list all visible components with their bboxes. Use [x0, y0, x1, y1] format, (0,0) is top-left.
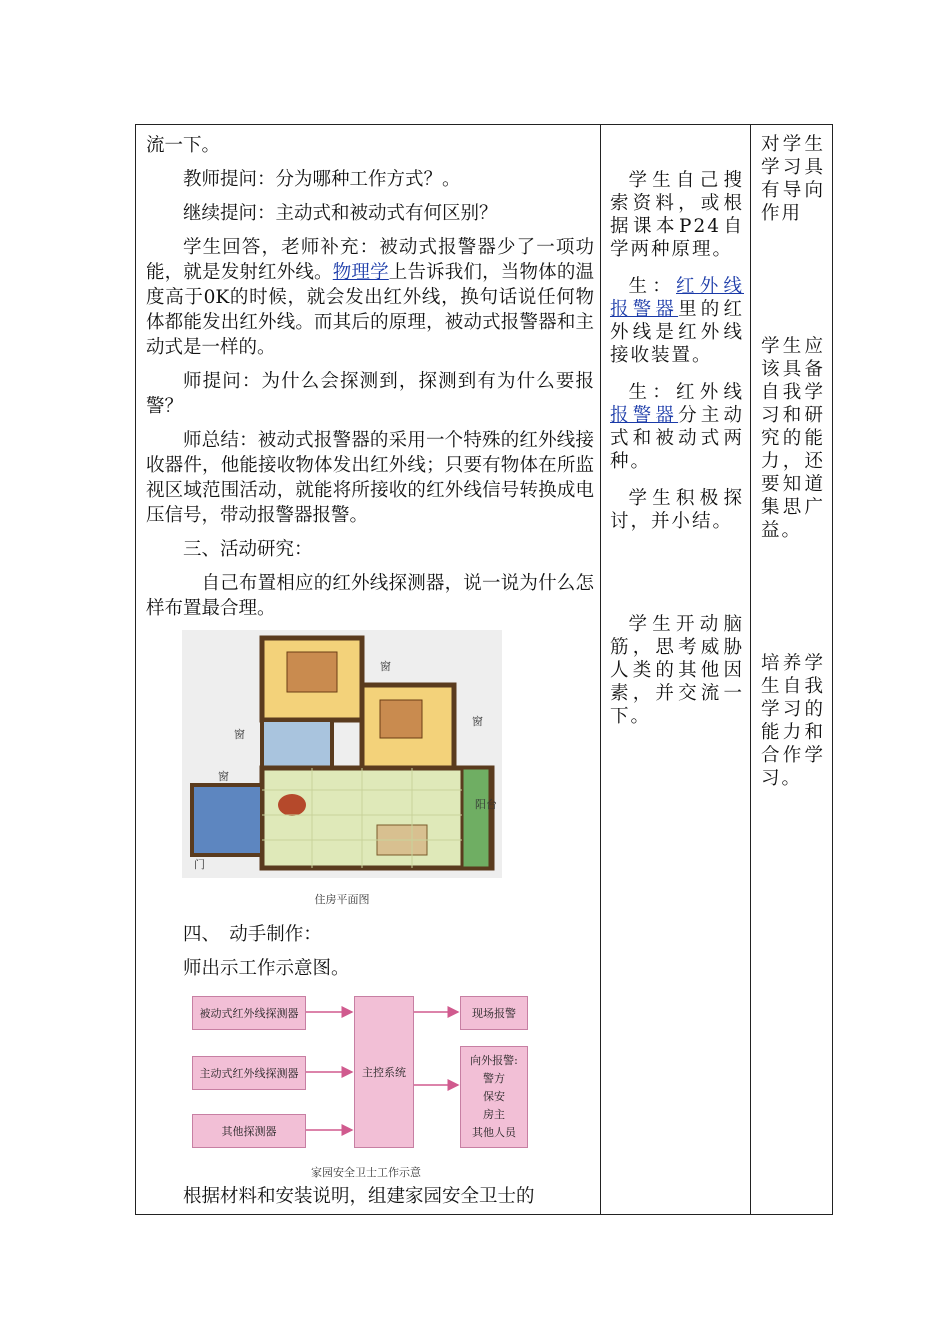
lesson-table: [135, 124, 833, 1215]
physics-link[interactable]: 物理学: [332, 262, 389, 283]
intent-text: 对学生学习具有导向作用: [761, 134, 825, 224]
diagram-caption: 家园安全卫士工作示意: [311, 1166, 421, 1179]
text-line: [146, 235, 594, 360]
student-column: [610, 169, 744, 742]
student-text: 学生积极探讨，并小结。: [610, 488, 744, 532]
student-text: 学生开动脑筋，思考威胁人类的其他因素，并交流一下。: [610, 614, 744, 727]
text-line: 继续提问：主动式和被动式有何区别？: [183, 203, 498, 224]
text-span: 学生回答，老师补充：被动式报警器少了一项功能，就是发射红外线。: [146, 237, 594, 283]
text-line: 师总结：被动式报警器的采用一个特殊的红外线接收器件，他能接收物体发出红外线；只要有物体在所监视区域范围活动，就能将所接收的红外线信号转换成电压信号，带动报警器报警。: [146, 430, 594, 526]
teacher-column: [146, 133, 594, 1218]
passive-detector-box: 被动式红外线探测器: [192, 996, 306, 1030]
section-heading: 三、活动研究：: [183, 539, 313, 560]
window-label: 窗: [472, 715, 483, 728]
text-line: 根据材料和安装说明，组建家园安全卫士的: [183, 1186, 535, 1207]
student-text: [610, 275, 744, 367]
text-span: 分主动式和被动式两种。: [610, 405, 744, 472]
intent-text: 学生应该具备自我学习和研究的能力，还要知道集思广益。: [761, 336, 825, 541]
intent-text: 培养学生自我学习的能力和合作学习。: [761, 653, 825, 789]
work-diagram: [186, 990, 546, 1180]
external-alarm-box: 向外报警: 警方 保安 房主 其他人员: [460, 1046, 528, 1148]
onsite-alarm-box: 现场报警: [460, 996, 528, 1030]
text-span: 生：: [628, 276, 676, 297]
intent-column: [761, 133, 825, 790]
main-control-box: 主控系统: [354, 996, 414, 1148]
other-detector-box: 其他探测器: [192, 1114, 306, 1148]
door-label: 门: [194, 858, 205, 871]
text-span: 上告诉我们，当物体的温度高于0K的时候，就会发出红外线，换句话说任何物体都能发出红外线。而其后的原理，被动式报警器和主动式是一样的。: [146, 262, 594, 358]
floorplan-figure: [182, 630, 502, 912]
text-line: 师提问：为什么会探测到，探测到有为什么要报警？: [146, 371, 594, 417]
student-text: [610, 381, 744, 473]
text-line: 自己布置相应的红外线探测器，说一说为什么怎样布置最合理。: [146, 573, 594, 619]
window-label: 窗: [380, 660, 391, 673]
floorplan-image: [182, 630, 502, 878]
column-divider: [750, 125, 751, 1214]
column-divider: [600, 125, 601, 1214]
balcony-label: 阳台: [475, 798, 497, 811]
text-span: 生：红外线: [628, 382, 744, 403]
text-span: 里的红外线是红外线接收装置。: [610, 299, 744, 366]
section-heading: 四、 动手制作：: [183, 924, 322, 945]
text-line: 师出示工作示意图。: [183, 958, 350, 979]
infrared-alarm-link[interactable]: 红外线报警器: [610, 276, 744, 320]
student-text: 学生自己搜索资料，或根据课本P24自学两种原理。: [610, 170, 744, 260]
window-label: 窗: [234, 728, 245, 741]
floorplan-caption: 住房平面图: [314, 893, 370, 906]
text-line: 教师提问：分为哪种工作方式？。: [183, 169, 461, 190]
alarm-link[interactable]: 报警器: [610, 405, 679, 426]
active-detector-box: 主动式红外线探测器: [192, 1056, 306, 1090]
text-line: 流一下。: [146, 135, 221, 156]
window-label: 窗: [218, 770, 229, 783]
